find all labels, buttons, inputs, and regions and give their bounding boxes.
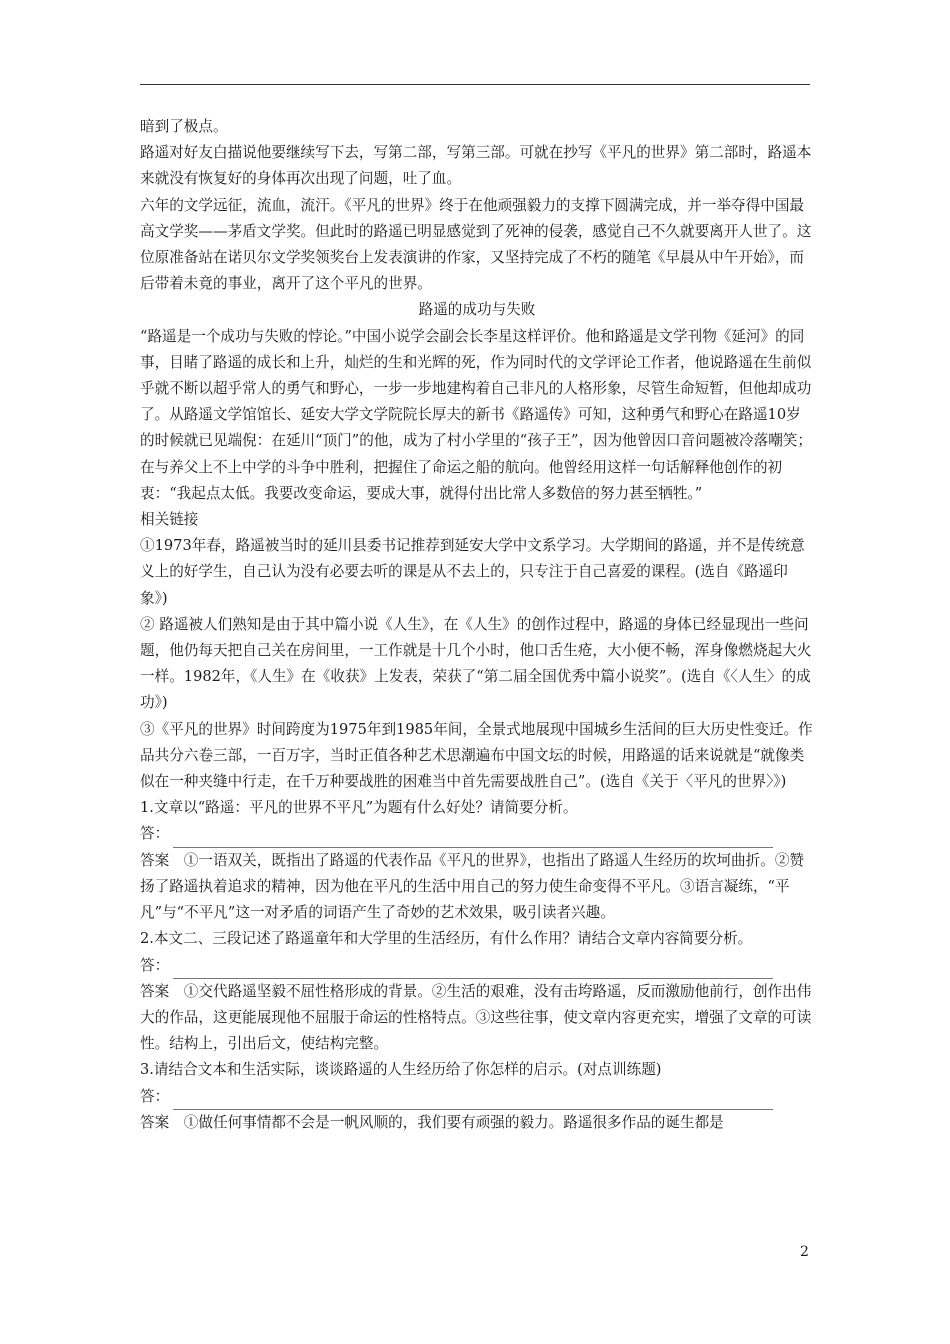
answer-3: 答案 ①做任何事情都不会是一帆风顺的，我们要有顽强的毅力。路遥很多作品的诞生都是 <box>140 1113 724 1131</box>
answer-blank <box>173 962 773 979</box>
answer-line-2 <box>140 953 814 979</box>
link-item: ② 路遥被人们熟知是由于其中篇小说《人生》，在《人生》的创作过程中，路遥的身体已经显现出一些问题，他仍每天把自己关在房间里，一工作就是十几个小时，他口舌生疮，大小便不畅，浑身像燃烧起大火一样。1982年，《人生》在《收获》上发表，荣获了“第二届全国优秀中篇小说奖”。(选自《〈人生〉的成功》) <box>140 615 812 712</box>
header-rule <box>140 84 810 85</box>
paragraph: 六年的文学远征，流血，流汗。《平凡的世界》终于在他顽强毅力的支撑下圆满完成，并一举夺得中国最高文学奖——茅盾文学奖。但此时的路遥已明显感觉到了死神的侵袭，感觉自己不久就要离开人世了。这位原准备站在诺贝尔文学奖领奖台上发表演讲的作家，又坚持完成了不朽的随笔《早晨从中午开始》，而后带着未竟的事业，离开了这个平凡的世界。 <box>140 196 812 293</box>
answer-prompt: 答： <box>140 956 170 974</box>
answer-prompt: 答： <box>140 1087 170 1105</box>
links-title: 相关链接 <box>140 511 199 529</box>
answer-line-3 <box>140 1084 814 1110</box>
answer-blank <box>173 1093 773 1110</box>
document-body <box>140 114 814 1136</box>
paragraph: 暗到了极点。 <box>140 118 228 135</box>
answer-line-1 <box>140 821 814 847</box>
question-2: 2.本文二、三段记述了路遥童年和大学里的生活经历，有什么作用？请结合文章内容简要分析。 <box>140 930 753 948</box>
section-title: 路遥的成功与失败 <box>418 301 536 319</box>
answer-2: 答案 ①交代路遥坚毅不屈性格形成的背景。②生活的艰难，没有击垮路遥，反而激励他前行，创作出伟大的作品，这更能展现他不屈服于命运的性格特点。③这些往事，使文章内容更充实，增强了文章的可读性。结构上，引出后文，使结构完整。 <box>140 982 812 1053</box>
link-item: ③《平凡的世界》时间跨度为1975年到1985年间，全景式地展现中国城乡生活间的巨大历史性变迁。作品共分六卷三部，一百万字，当时正值各种艺术思潮遍布中国文坛的时候，用路遥的话来说就是“就像类似在一种夹缝中行走，在千万种要战胜的困难当中首先需要战胜自己”。(选自《关于〈平凡的世界〉》) <box>140 720 813 791</box>
page-number: 2 <box>800 1244 809 1260</box>
question-1: 1.文章以“路遥：平凡的世界不平凡”为题有什么好处？请简要分析。 <box>140 799 578 817</box>
answer-blank <box>173 831 773 848</box>
section-paragraph: “路遥是一个成功与失败的悖论。”中国小说学会副会长李星这样评价。他和路遥是文学刊物《延河》的同事，目睹了路遥的成长和上升，灿烂的生和光辉的死，作为同时代的文学评论工作者，他说路遥在生前似乎就不断以超乎常人的勇气和野心，一步一步地建构着自己非凡的人格形象，尽管生命短暂，但他却成功了。从路遥文学馆馆长、延安大学文学院院长厚夫的新书《路遥传》可知，这种勇气和野心在路遥10岁的时候就已见端倪：在延川“顶门”的他，成为了村小学里的“孩子王”，因为他曾因口音问题被冷落嘲笑；在与养父上不上中学的斗争中胜利，把握住了命运之船的航向。他曾经用这样一句话解释他创作的初衷：“我起点太低。我要改变命运，要成大事，就得付出比常人多数倍的努力甚至牺牲。” <box>140 327 812 502</box>
answer-1: 答案 ①一语双关，既指出了路遥的代表作品《平凡的世界》，也指出了路遥人生经历的坎坷曲折。②赞扬了路遥执着追求的精神，因为他在平凡的生活中用自己的努力使生命变得不平凡。③语言凝练，“平凡”与“不平凡”这一对矛盾的词语产生了奇妙的艺术效果，吸引读者兴趣。 <box>140 851 805 922</box>
link-item: ①1973年春，路遥被当时的延川县委书记推荐到延安大学中文系学习。大学期间的路遥，并不是传统意义上的好学生，自己认为没有必要去听的课是从不去上的，只专注于自己喜爱的课程。(选自《路遥印象》) <box>140 537 805 607</box>
question-3: 3.请结合文本和生活实际，谈谈路遥的人生经历给了你怎样的启示。(对点训练题) <box>140 1061 662 1079</box>
answer-prompt: 答： <box>140 825 170 843</box>
paragraph: 路遥对好友白描说他要继续写下去，写第二部，写第三部。可就在抄写《平凡的世界》第二部时，路遥本来就没有恢复好的身体再次出现了问题，吐了血。 <box>140 144 812 188</box>
